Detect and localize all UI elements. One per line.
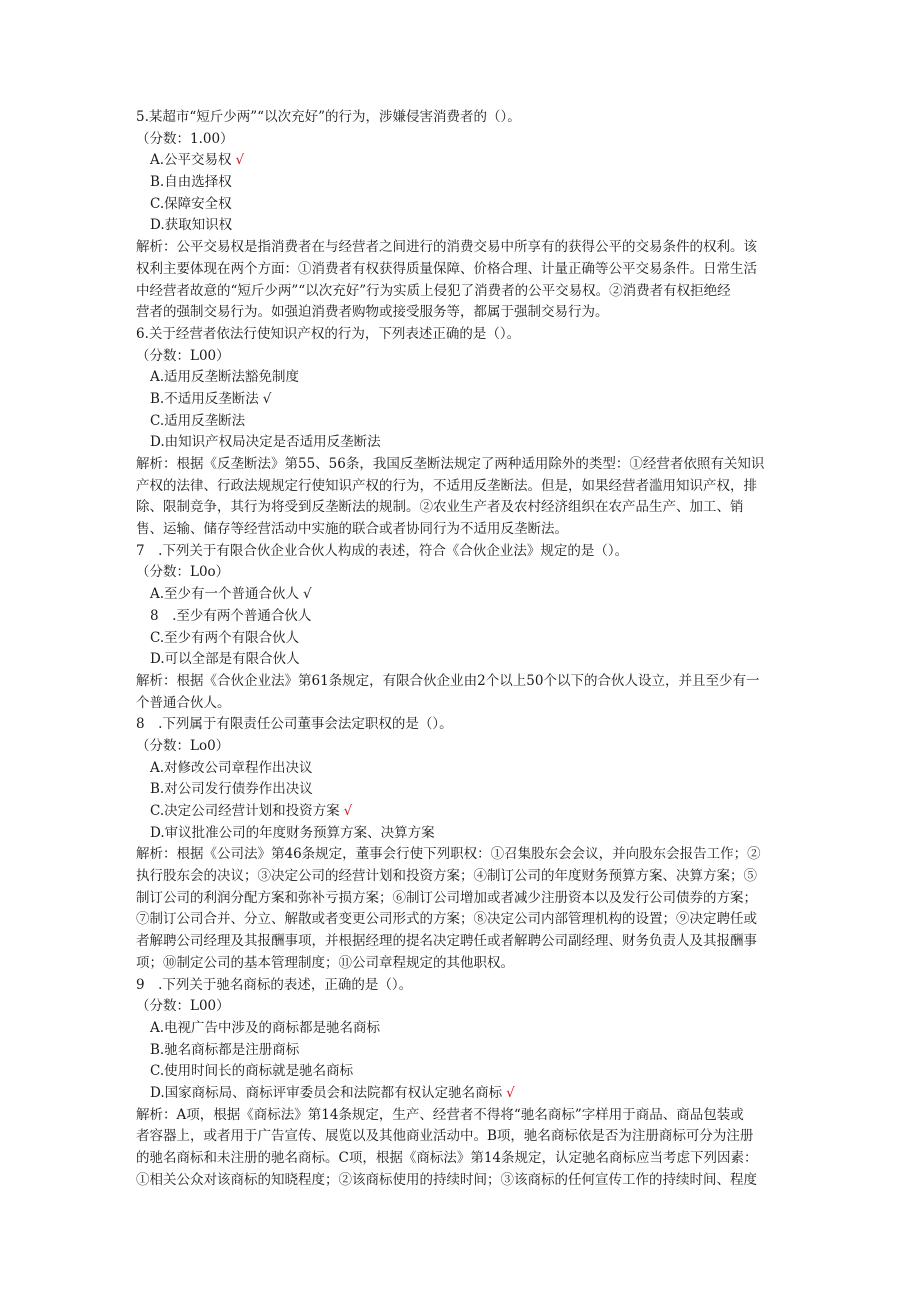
question-6-option-c: C.适用反垄断法 bbox=[150, 412, 246, 429]
option-text: A.公平交易权 bbox=[150, 152, 232, 169]
question-8-explanation-line: 制订公司的利润分配方案和弥补亏损方案；⑥制订公司增加或者减少注册资本以及发行公司债券的方案； bbox=[136, 889, 757, 906]
question-9-explanation-line: 解析：A项，根据《商标法》第14条规定，生产、经营者不得将“驰名商标”字样用于商品、商品包装或 bbox=[136, 1106, 744, 1123]
question-9-explanation-line: 的驰名商标和未注册的驰名商标。C项，根据《商标法》第14条规定，认定驰名商标应当考虑下列因素： bbox=[136, 1150, 758, 1166]
question-9-option-d bbox=[136, 1083, 784, 1105]
question-6-explanation-line: 产权的法律、行政法规规定行使知识产权的行为，不适用反垄断法。但是，如果经营者滥用知识产权，排 bbox=[136, 477, 757, 494]
question-5-score: （分数：1.00） bbox=[136, 130, 234, 147]
question-6-explanation-line: 解析：根据《反垄断法》第55、56条，我国反垄断法规定了两种适用除外的类型：①经营者依照有关知识 bbox=[136, 456, 765, 472]
question-7-option-c: C.至少有两个有限合伙人 bbox=[150, 629, 300, 646]
question-6-stem: 6.关于经营者依法行使知识产权的行为，下列表述正确的是（）。 bbox=[136, 325, 521, 342]
question-5-explanation-line: 解析：公平交易权是指消费者在与经营者之间进行的消费交易中所享有的获得公平的交易条件的权利。该 bbox=[136, 239, 757, 256]
question-8-option-c bbox=[136, 801, 784, 823]
question-6-score: （分数：L00） bbox=[136, 347, 230, 364]
question-7-option-d: D.可以全部是有限合伙人 bbox=[150, 651, 300, 668]
question-6-explanation-line: 除、限制竞争，其行为将受到反垄断法的规制。②农业生产者及农村经济组织在农产品生产、加工、销 bbox=[136, 499, 744, 516]
question-list bbox=[136, 107, 784, 1191]
question-7-explanation-line: 个普通合伙人。 bbox=[136, 694, 231, 711]
check-mark-icon: √ bbox=[343, 803, 353, 819]
question-8-option-b: B.对公司发行债券作出决议 bbox=[150, 781, 313, 798]
question-9-option-c: C.使用时间长的商标就是驰名商标 bbox=[150, 1063, 354, 1080]
question-5-option-d: D.获取知识权 bbox=[150, 217, 233, 234]
option-text: C.决定公司经营计划和投资方案 bbox=[150, 803, 340, 819]
question-7-option-b: 8 .至少有两个普通合伙人 bbox=[150, 607, 312, 624]
question-7-stem: 7 .下列关于有限合伙企业合伙人构成的表述，符合《合伙企业法》规定的是（）。 bbox=[136, 542, 629, 559]
question-9-stem: 9 .下列关于驰名商标的表述，正确的是（）。 bbox=[136, 976, 413, 993]
question-5-option-a bbox=[136, 150, 784, 172]
question-6-option-a: A.适用反垄断法豁免制度 bbox=[150, 369, 300, 386]
question-5-option-b: B.自由选择权 bbox=[150, 174, 232, 191]
question-8-explanation-line: 执行股东会的决议；③决定公司的经营计划和投资方案；④制订公司的年度财务预算方案、决算方案；⑤ bbox=[136, 868, 757, 885]
check-mark-icon: √ bbox=[262, 390, 272, 407]
question-8-explanation-line: ⑦制订公司合并、分立、解散或者变更公司形式的方案；⑧决定公司内部管理机构的设置；⑨决定聘任或 bbox=[136, 911, 757, 928]
question-7-score: （分数：L0o） bbox=[136, 564, 230, 581]
question-5-stem: 5.某超市“短斤少两”“以次充好”的行为，涉嫌侵害消费者的（）。 bbox=[136, 109, 521, 125]
question-9-explanation-line: 者容器上，或者用于广告宣传、展览以及其他商业活动中。B项，驰名商标依是否为注册商标可分为注册 bbox=[136, 1128, 754, 1145]
question-7-explanation-line: 解析：根据《合伙企业法》第61条规定，有限合伙企业由2个以上50个以下的合伙人设立，并且至少有一 bbox=[136, 672, 760, 689]
question-8-explanation-line: 者解聘公司经理及其报酬事项，并根据经理的提名决定聘任或者解聘公司副经理、财务负责人及其报酬事 bbox=[136, 933, 757, 950]
question-9-option-a: A.电视广告中涉及的商标都是驰名商标 bbox=[150, 1019, 381, 1036]
question-5-explanation-line: 中经营者故意的“短斤少两”“以次充好”行为实质上侵犯了消费者的公平交易权。②消费者有权拒绝经 bbox=[136, 282, 731, 299]
question-8-option-a: A.对修改公司章程作出决议 bbox=[150, 759, 313, 776]
question-8-score: （分数：Lo0） bbox=[136, 737, 230, 754]
option-text: B.不适用反垄断法 bbox=[150, 390, 259, 407]
question-6-option-b bbox=[136, 389, 784, 411]
question-9-score: （分数：L00） bbox=[136, 998, 230, 1015]
question-9-option-b: B.驰名商标都是注册商标 bbox=[150, 1041, 300, 1058]
check-mark-icon: √ bbox=[235, 152, 245, 169]
question-8-explanation-line: 项；⑩制定公司的基本管理制度；⑪公司章程规定的其他职权。 bbox=[136, 954, 514, 971]
question-8-explanation-line: 解析：根据《公司法》第46条规定，董事会行使下列职权：①召集股东会会议，并向股东会报告工作；② bbox=[136, 846, 761, 863]
option-text: D.国家商标局、商标评审委员会和法院都有权认定驰名商标 bbox=[150, 1084, 503, 1101]
question-6-explanation-line: 售、运输、储存等经营活动中实施的联合或者协同行为不适用反垄断法。 bbox=[136, 521, 568, 538]
question-8-stem: 8 .下列属于有限责任公司董事会法定职权的是（）。 bbox=[136, 716, 453, 733]
question-5-explanation-line: 营者的强制交易行为。如强迫消费者购物或接受服务等，都属于强制交易行为。 bbox=[136, 304, 609, 321]
option-text: A.至少有一个普通合伙人 bbox=[150, 586, 300, 603]
question-5-option-c: C.保障安全权 bbox=[150, 195, 232, 212]
question-8-option-d: D.审议批准公司的年度财务预算方案、决算方案 bbox=[150, 824, 435, 841]
question-9-explanation-line: ①相关公众对该商标的知晓程度；②该商标使用的持续时间；③该商标的任何宣传工作的持续时间、程度 bbox=[136, 1171, 757, 1188]
question-5-explanation-line: 权利主要体现在两个方面：①消费者有权获得质量保障、价格合理、计量正确等公平交易条件。日常生活 bbox=[136, 260, 757, 277]
question-7-option-a bbox=[136, 584, 784, 606]
question-6-option-d: D.由知识产权局决定是否适用反垄断法 bbox=[150, 434, 381, 451]
check-mark-icon: √ bbox=[506, 1084, 515, 1101]
check-mark-icon: √ bbox=[303, 586, 312, 603]
